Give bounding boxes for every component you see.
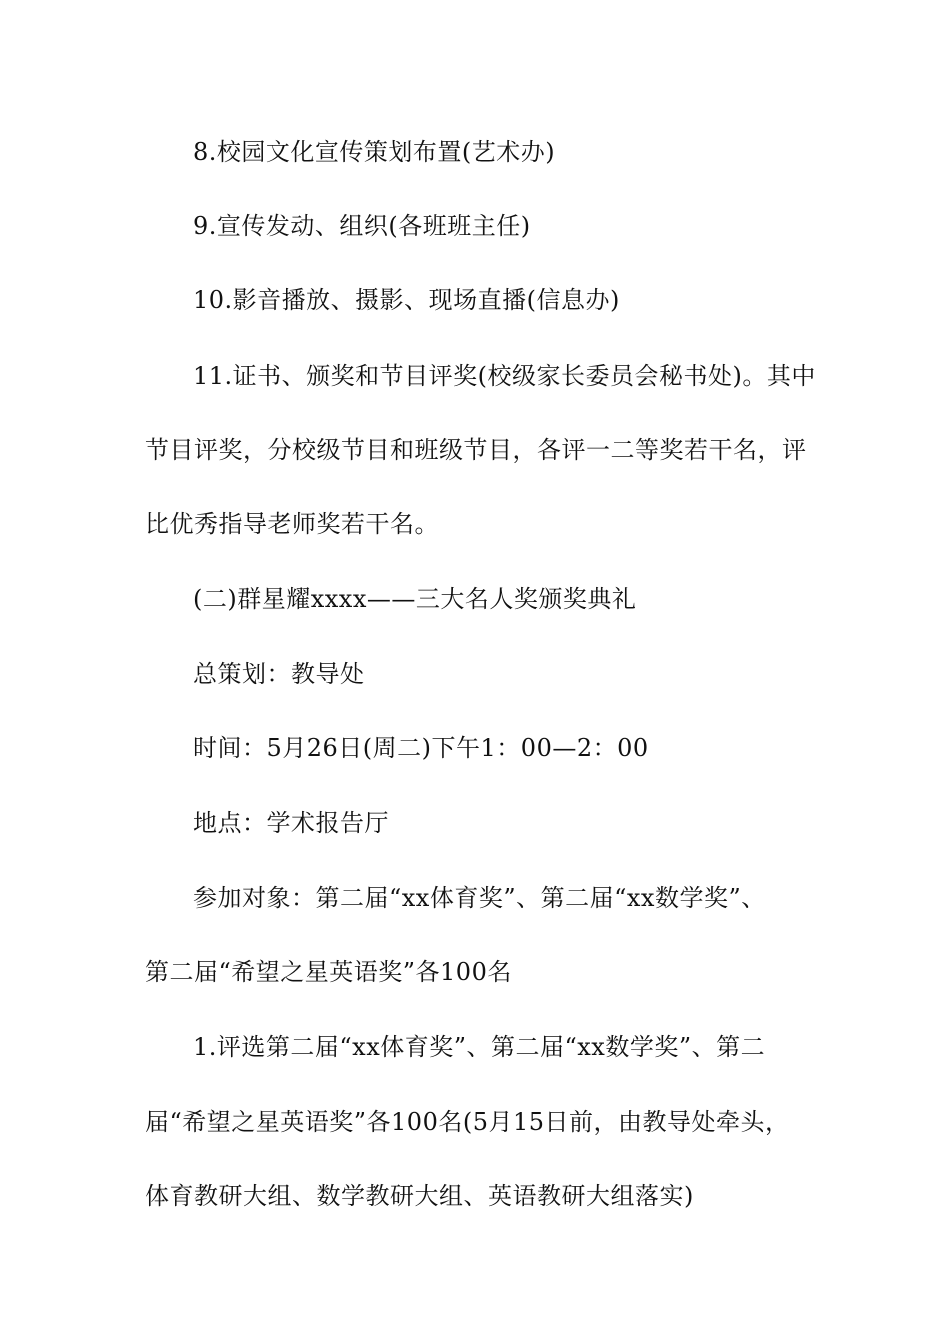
- section-heading: (二)群星耀xxxx——三大名人奖颁奖典礼: [193, 585, 637, 613]
- paragraph-line: 总策划：教导处: [193, 660, 365, 688]
- paragraph-line: 参加对象：第二届“xx体育奖”、第二届“xx数学奖”、: [193, 884, 766, 912]
- paragraph-line: 第二届“希望之星英语奖”各100名: [145, 958, 512, 986]
- paragraph-line: 1.评选第二届“xx体育奖”、第二届“xx数学奖”、第二: [193, 1033, 766, 1061]
- paragraph-line: 节目评奖，分校级节目和班级节目，各评一二等奖若干名，评: [145, 436, 807, 464]
- paragraph-line: 8.校园文化宣传策划布置(艺术办): [193, 138, 556, 166]
- paragraph-line: 11.证书、颁奖和节目评奖(校级家长委员会秘书处)。其中: [193, 362, 816, 390]
- paragraph-line: 体育教研大组、数学教研大组、英语教研大组落实): [145, 1182, 694, 1210]
- paragraph-line: 比优秀指导老师奖若干名。: [145, 510, 439, 538]
- paragraph-line: 10.影音播放、摄影、现场直播(信息办): [193, 286, 620, 314]
- paragraph-line: 时间：5月26日(周二)下午1：00—2：00: [193, 734, 649, 762]
- paragraph-line: 9.宣传发动、组织(各班班主任): [193, 212, 531, 240]
- paragraph-line: 地点：学术报告厅: [193, 809, 389, 837]
- paragraph-line: 届“希望之星英语奖”各100名(5月15日前，由教导处牵头，: [145, 1108, 790, 1136]
